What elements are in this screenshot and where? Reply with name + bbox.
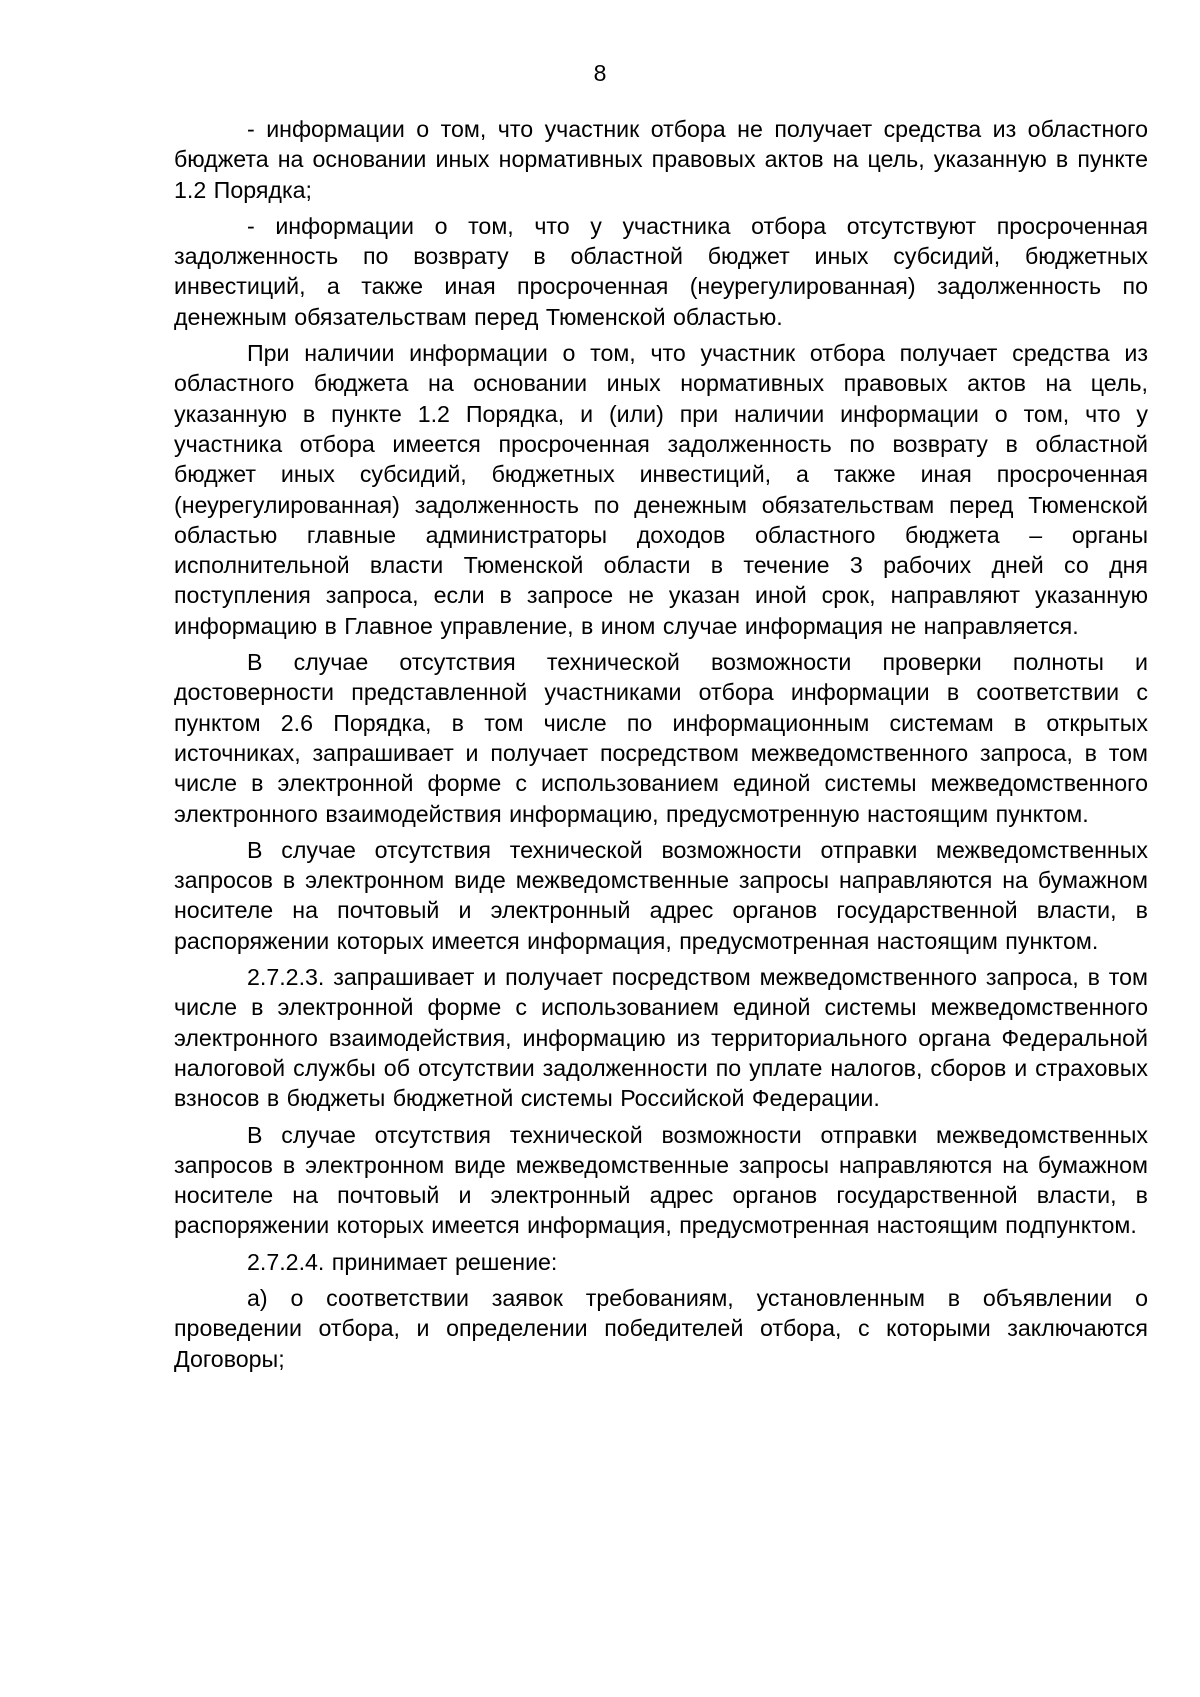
paragraph-technical-check-unavailable: В случае отсутствия технической возможности проверки полноты и достоверности представленной участниками отбора информации в соответствии с пунктом 2.6 Порядка, в том числе по информационным системам в открытых источниках, запрашивает и получает посредством межведомственного запроса, в том числе в электронной форме с использованием единой системы межведомственного электронного взаимодействия информацию, предусмотренную настоящим пунктом.: [174, 649, 1148, 827]
paragraph-info-no-overdue-debt: - информации о том, что у участника отбора отсутствуют просроченная задолженность по возврату в областной бюджет иных субсидий, бюджетных инвестиций, а также иная просроченная (неурегулированная) задолженность по денежным обязательствам перед Тюменской областью.: [174, 212, 1148, 330]
page-number: 8: [593, 60, 607, 86]
paragraph-paper-requests-1: В случае отсутствия технической возможности отправки межведомственных запросов в электронном виде межведомственные запросы направляются на бумажном носителе на почтовый и электронный адрес органов государственной власти, в распоряжении которых имеется информация, предусмотренная настоящим пунктом.: [174, 836, 1148, 954]
paragraph-paper-requests-2: В случае отсутствия технической возможности отправки межведомственных запросов в электронном виде межведомственные запросы направляются на бумажном носителе на почтовый и электронный адрес органов государственной власти, в распоряжении которых имеется информация, предусмотренная настоящим подпунктом.: [174, 1121, 1148, 1239]
paragraph-if-information-present: При наличии информации о том, что участник отбора получает средства из областного бюджета на основании иных нормативных правовых актов на цель, указанную в пункте 1.2 Порядка, и (или) при наличии информации о том, что у участника отбора имеется просроченная задолженность по возврату в областной бюджет иных субсидий, бюджетных инвестиций, а также иная просроченная (неурегулированная) задолженность по денежным обязательствам перед Тюменской областью главные администраторы доходов областного бюджета – органы исполнительной власти Тюменской области в течение 3 рабочих дней со дня поступления запроса, если в запросе не указан иной срок, направляют указанную информацию в Главное управление, в ином случае информация не направляется.: [174, 340, 1148, 639]
document-body: [174, 114, 1148, 1380]
paragraph-info-not-receiving-funds: - информации о том, что участник отбора не получает средства из областного бюджета на основании иных нормативных правовых актов на цель, указанную в пункте 1.2 Порядка;: [174, 116, 1148, 203]
paragraph-2-7-2-4: 2.7.2.4. принимает решение:: [247, 1248, 558, 1275]
paragraph-2-7-2-3: 2.7.2.3. запрашивает и получает посредством межведомственного запроса, в том числе в электронной форме с использованием единой системы межведомственного электронного взаимодействия, информацию из территориального органа Федеральной налоговой службы об отсутствии задолженности по уплате налогов, сборов и страховых взносов в бюджеты бюджетной системы Российской Федерации.: [174, 964, 1148, 1112]
paragraph-item-a: а) о соответствии заявок требованиям, установленным в объявлении о проведении отбора, и определении победителей отбора, с которыми заключаются Договоры;: [174, 1284, 1148, 1372]
